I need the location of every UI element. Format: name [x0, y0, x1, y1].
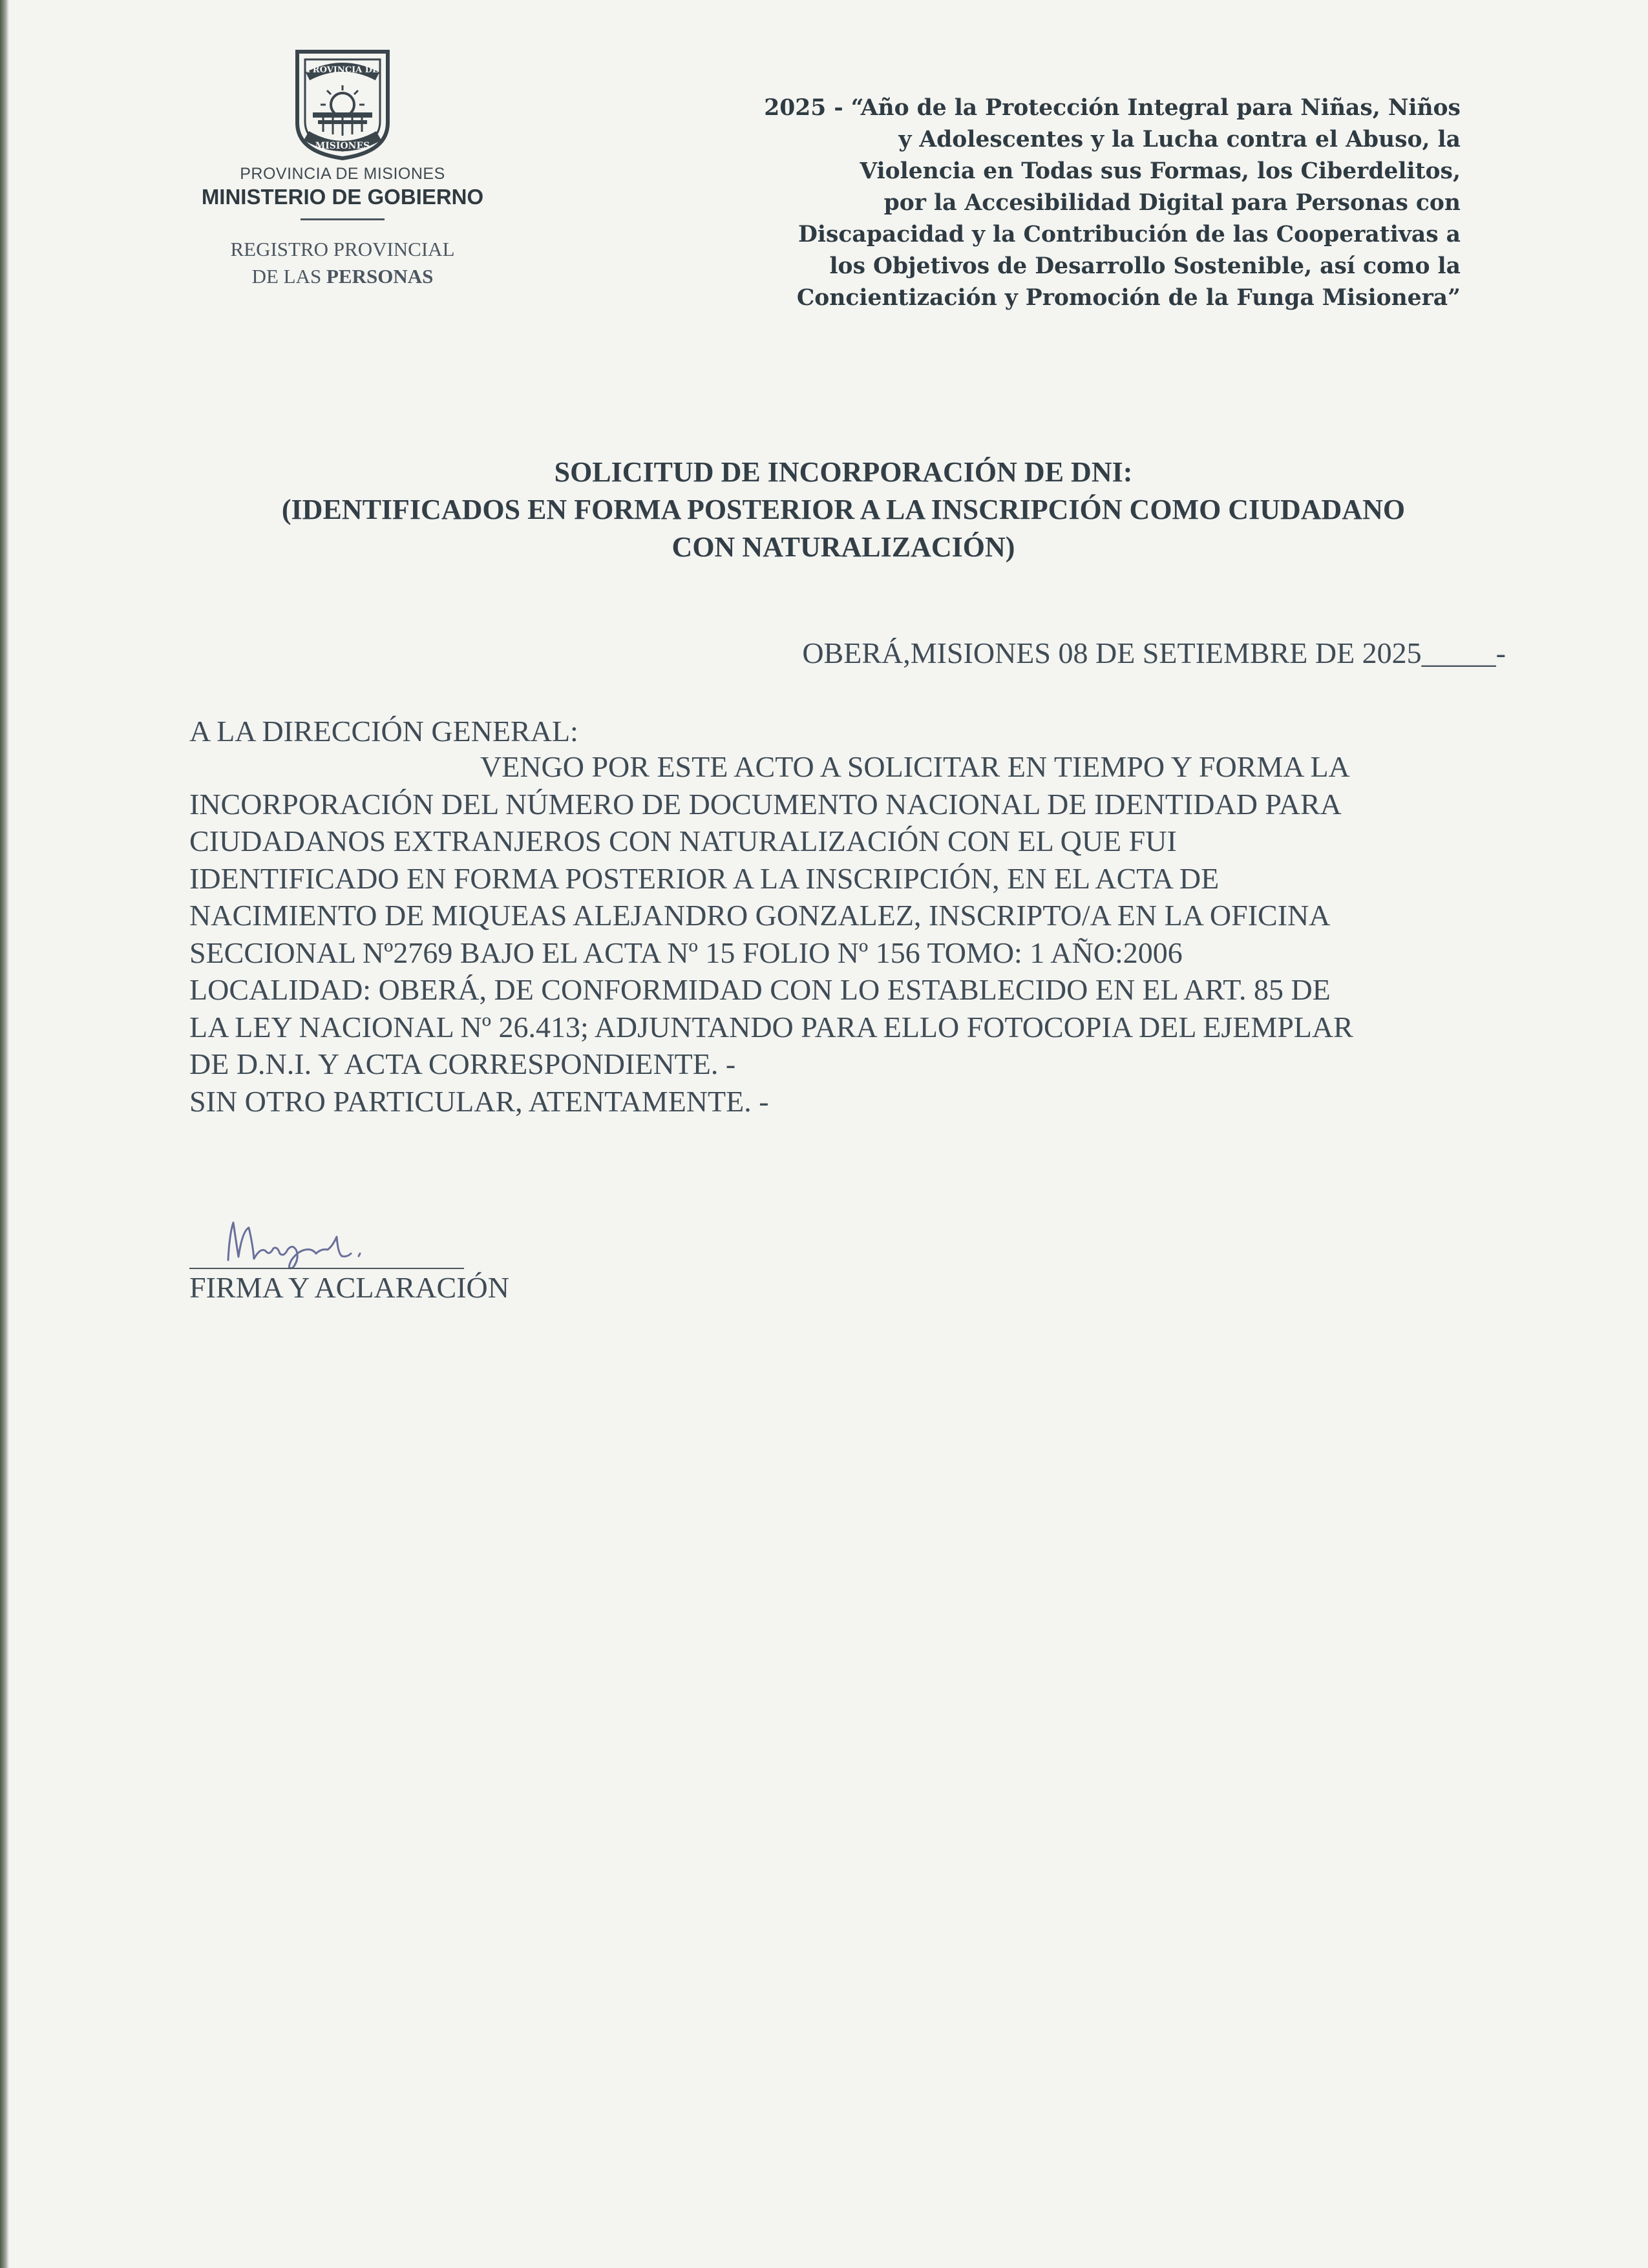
- crest-bottom-text: MISIONES: [315, 141, 370, 151]
- registry-line-2: [162, 263, 523, 290]
- body-line: INCORPORACIÓN DEL NÚMERO DE DOCUMENTO NACIONAL DE IDENTIDAD PARA: [189, 787, 1342, 821]
- ministry-letterhead: [162, 165, 523, 290]
- signature-line: [189, 1268, 464, 1269]
- title-line: CON NATURALIZACIÓN): [671, 531, 1015, 563]
- province-crest-logo: [284, 45, 401, 162]
- motto-line: los Objetivos de Desarrollo Sostenible, así como la: [829, 253, 1461, 279]
- body-line: CIUDADANOS EXTRANJEROS CON NATURALIZACIÓN CON EL QUE FUI: [189, 824, 1177, 857]
- motto-line: 2025 - “Año de la Protección Integral para Niñas, Niños: [764, 95, 1461, 121]
- signature-caption: FIRMA Y ACLARACIÓN: [189, 1271, 509, 1304]
- body-line: IDENTIFICADO EN FORMA POSTERIOR A LA INSCRIPCIÓN, EN EL ACTA DE: [189, 861, 1220, 895]
- body-line: SECCIONAL Nº2769 BAJO EL ACTA Nº 15 FOLIO Nº 156 TOMO: 1 AÑO:2006: [189, 936, 1183, 969]
- body-line: LA LEY NACIONAL Nº 26.413; ADJUNTANDO PARA ELLO FOTOCOPIA DEL EJEMPLAR: [189, 1010, 1353, 1044]
- document-title: [162, 454, 1525, 566]
- crest-top-text: PROVINCIA DE: [306, 65, 379, 75]
- body-line: VENGO POR ESTE ACTO A SOLICITAR EN TIEMPO Y FORMA LA: [480, 750, 1350, 783]
- registry-line-1: REGISTRO PROVINCIAL: [230, 238, 455, 260]
- motto-line: Violencia en Todas sus Formas, los Ciberdelitos,: [860, 158, 1461, 184]
- motto-line: y Adolescentes y la Lucha contra el Abuso, la: [898, 127, 1461, 152]
- signature-stroke: [228, 1223, 360, 1268]
- motto-line: Discapacidad y la Contribución de las Cooperativas a: [798, 222, 1461, 247]
- salutation: A LA DIRECCIÓN GENERAL:: [189, 715, 578, 748]
- motto-line: Concientización y Promoción de la Funga Misionera”: [796, 285, 1461, 311]
- ministry-name: MINISTERIO DE GOBIERNO: [201, 185, 484, 209]
- body-line: DE D.N.I. Y ACTA CORRESPONDIENTE. -: [189, 1047, 736, 1080]
- scan-page-edge: [0, 0, 9, 2268]
- body-line: SIN OTRO PARTICULAR, ATENTAMENTE. -: [189, 1084, 769, 1118]
- body-line: LOCALIDAD: OBERÁ, DE CONFORMIDAD CON LO ESTABLECIDO EN EL ART. 85 DE: [189, 973, 1331, 1006]
- place-date-line: OBERÁ,MISIONES 08 DE SETIEMBRE DE 2025_____-: [802, 636, 1506, 669]
- province-name: PROVINCIA DE MISIONES: [240, 165, 445, 183]
- title-line: (IDENTIFICADOS EN FORMA POSTERIOR A LA INSCRIPCIÓN COMO CIUDADANO: [281, 494, 1406, 525]
- registry-name: [162, 236, 523, 290]
- title-line: SOLICITUD DE INCORPORACIÓN DE DNI:: [554, 456, 1133, 488]
- registry-line-2-prefix: DE LAS: [251, 265, 322, 288]
- handwritten-signature: [189, 1208, 467, 1270]
- body-line: NACIMIENTO DE MIQUEAS ALEJANDRO GONZALEZ, INSCRIPTO/A EN LA OFICINA: [189, 899, 1331, 932]
- letterhead-divider: [301, 218, 385, 220]
- year-motto: [659, 92, 1461, 314]
- registry-line-2-bold: PERSONAS: [326, 265, 434, 288]
- motto-line: por la Accesibilidad Digital para Personas con: [883, 190, 1461, 216]
- request-body: [189, 748, 1547, 1120]
